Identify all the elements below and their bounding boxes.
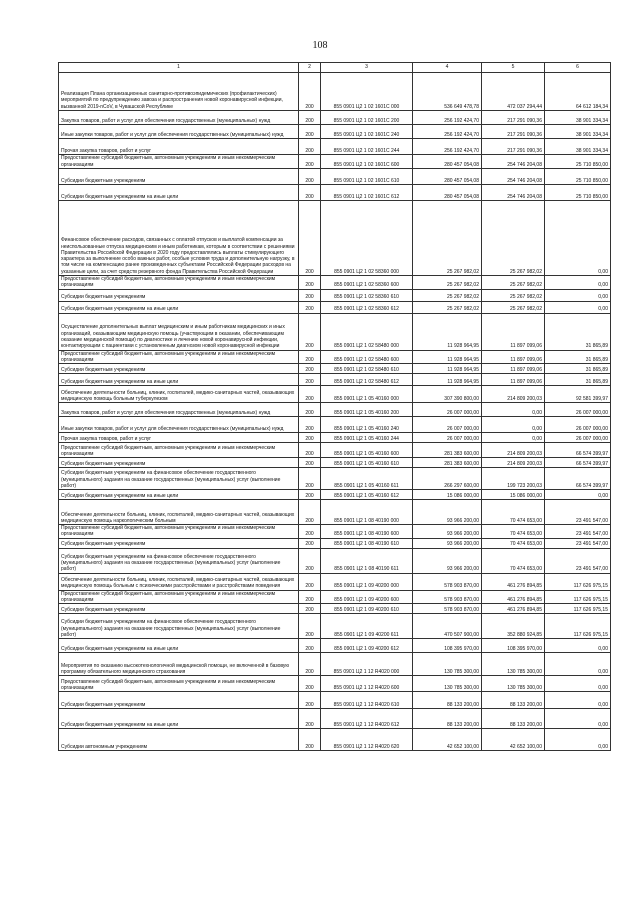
row-executed-amount: 130 785 300,00 <box>482 676 545 692</box>
row-approved-amount: 280 457 054,08 <box>413 155 482 169</box>
row-name: Закупка товаров, работ и услуг для обеспечения государственных (муниципальных) нужд <box>59 111 299 125</box>
row-unexecuted-amount: 0,00 <box>545 289 611 301</box>
row-admin-code: 200 <box>299 125 321 139</box>
row-name: Мероприятия по оказанию высокотехнологичной медицинской помощи, не включенной в базовую программу обязательного медицинского страхования <box>59 653 299 676</box>
row-admin-code: 200 <box>299 573 321 590</box>
row-executed-amount: 15 086 000,00 <box>482 490 545 500</box>
row-executed-amount: 11 897 099,06 <box>482 364 545 374</box>
row-executed-amount: 70 474 653,00 <box>482 548 545 573</box>
row-budget-code: 855 0901 Ц2 1 12 R4020 620 <box>321 729 413 751</box>
row-budget-code: 855 0901 Ц2 1 02 58360 600 <box>321 276 413 290</box>
row-budget-code: 855 0901 Ц2 1 02 1601С 612 <box>321 185 413 201</box>
table-row <box>59 653 611 676</box>
row-budget-code: 855 0901 Ц2 1 09 40200 612 <box>321 639 413 653</box>
row-name: Субсидии бюджетным учреждениям <box>59 169 299 185</box>
column-number: 1 <box>59 63 299 73</box>
row-name: Предоставление субсидий бюджетным, автономным учреждениям и иным некоммерческим организациям <box>59 350 299 364</box>
table-row <box>59 350 611 364</box>
table-row <box>59 573 611 590</box>
row-budget-code: 855 0901 Ц2 1 09 40200 000 <box>321 573 413 590</box>
column-number: 5 <box>482 63 545 73</box>
row-executed-amount: 11 897 099,06 <box>482 350 545 364</box>
table-row <box>59 676 611 692</box>
budget-execution-table <box>58 62 611 751</box>
row-budget-code: 855 0901 Ц2 1 05 40160 000 <box>321 386 413 403</box>
row-executed-amount: 217 291 090,36 <box>482 111 545 125</box>
row-unexecuted-amount: 23 491 547,00 <box>545 548 611 573</box>
row-admin-code: 200 <box>299 301 321 313</box>
row-executed-amount: 11 897 099,06 <box>482 374 545 386</box>
row-name: Субсидии бюджетным учреждениям на иные цели <box>59 709 299 729</box>
row-name: Обеспечение деятельности больниц, клиник, госпиталей, медико-санитарных частей, оказывающих медицинскую помощь наркологическим больным <box>59 500 299 525</box>
row-unexecuted-amount: 66 574 399,97 <box>545 458 611 468</box>
row-approved-amount: 42 652 100,00 <box>413 729 482 751</box>
table-row <box>59 301 611 313</box>
row-name: Субсидии бюджетным учреждениям <box>59 458 299 468</box>
row-approved-amount: 536 649 478,78 <box>413 73 482 111</box>
row-executed-amount: 472 037 294,44 <box>482 73 545 111</box>
row-name: Иные закупки товаров, работ и услуг для обеспечения государственных (муниципальных) нужд <box>59 125 299 139</box>
table-row <box>59 468 611 490</box>
row-budget-code: 855 0901 Ц2 1 12 R4020 612 <box>321 709 413 729</box>
row-executed-amount: 461 276 894,85 <box>482 573 545 590</box>
row-budget-code: 855 0901 Ц2 1 08 40190 611 <box>321 548 413 573</box>
row-admin-code: 200 <box>299 443 321 458</box>
row-admin-code: 200 <box>299 169 321 185</box>
row-name: Субсидии бюджетным учреждениям на иные цели <box>59 185 299 201</box>
row-name: Субсидии автономным учреждениям <box>59 729 299 751</box>
row-approved-amount: 25 267 982,02 <box>413 301 482 313</box>
row-executed-amount: 254 746 204,08 <box>482 169 545 185</box>
row-admin-code: 200 <box>299 433 321 443</box>
table-row <box>59 443 611 458</box>
table-row <box>59 403 611 417</box>
table-body <box>59 63 611 751</box>
table-row <box>59 548 611 573</box>
row-unexecuted-amount: 0,00 <box>545 692 611 709</box>
row-name: Предоставление субсидий бюджетным, автономным учреждениям и иным некоммерческим организациям <box>59 443 299 458</box>
row-budget-code: 855 0901 Ц2 1 02 58480 600 <box>321 350 413 364</box>
table-row <box>59 201 611 276</box>
row-approved-amount: 578 903 870,00 <box>413 573 482 590</box>
table-row <box>59 289 611 301</box>
row-executed-amount: 214 809 200,03 <box>482 443 545 458</box>
row-budget-code: 855 0901 Ц2 1 02 1601С 200 <box>321 111 413 125</box>
row-approved-amount: 578 903 870,00 <box>413 604 482 614</box>
row-name: Обеспечение деятельности больниц, клиник, госпиталей, медико-санитарных частей, оказывающих медицинскую помощь больным туберкулезом <box>59 386 299 403</box>
row-admin-code: 200 <box>299 614 321 639</box>
table-row <box>59 139 611 155</box>
row-unexecuted-amount: 38 901 334,34 <box>545 111 611 125</box>
row-approved-amount: 11 928 964,95 <box>413 364 482 374</box>
row-approved-amount: 26 007 000,00 <box>413 417 482 433</box>
row-admin-code: 200 <box>299 500 321 525</box>
row-name: Субсидии бюджетным учреждениям <box>59 289 299 301</box>
row-executed-amount: 199 723 200,03 <box>482 468 545 490</box>
row-unexecuted-amount: 31 865,89 <box>545 313 611 350</box>
table-row <box>59 709 611 729</box>
table-row <box>59 614 611 639</box>
table-row <box>59 374 611 386</box>
row-admin-code: 200 <box>299 676 321 692</box>
row-executed-amount: 214 809 200,03 <box>482 386 545 403</box>
row-budget-code: 855 0901 Ц2 1 05 40160 610 <box>321 458 413 468</box>
row-approved-amount: 11 928 964,95 <box>413 313 482 350</box>
row-admin-code: 200 <box>299 604 321 614</box>
row-name: Субсидии бюджетным учреждениям на финансовое обеспечение государственного (муниципального) задания на оказание государственных (муниципальных) услуг (выполнение работ) <box>59 468 299 490</box>
row-approved-amount: 307 390 800,00 <box>413 386 482 403</box>
row-admin-code: 200 <box>299 139 321 155</box>
table-row <box>59 155 611 169</box>
table-row <box>59 525 611 539</box>
row-unexecuted-amount: 38 901 334,34 <box>545 139 611 155</box>
row-unexecuted-amount: 23 491 547,00 <box>545 538 611 548</box>
row-name: Предоставление субсидий бюджетным, автономным учреждениям и иным некоммерческим организациям <box>59 525 299 539</box>
row-executed-amount: 88 133 200,00 <box>482 709 545 729</box>
row-unexecuted-amount: 38 901 334,34 <box>545 125 611 139</box>
row-approved-amount: 11 928 964,95 <box>413 374 482 386</box>
row-budget-code: 855 0901 Ц2 1 02 1601С 240 <box>321 125 413 139</box>
row-admin-code: 200 <box>299 374 321 386</box>
row-unexecuted-amount: 117 626 975,15 <box>545 590 611 604</box>
row-admin-code: 200 <box>299 653 321 676</box>
row-unexecuted-amount: 31 865,89 <box>545 364 611 374</box>
page-number: 108 <box>312 40 328 51</box>
table-row <box>59 729 611 751</box>
table-row <box>59 185 611 201</box>
row-admin-code: 200 <box>299 201 321 276</box>
row-unexecuted-amount: 23 491 547,00 <box>545 500 611 525</box>
row-unexecuted-amount: 0,00 <box>545 729 611 751</box>
row-name: Иные закупки товаров, работ и услуг для обеспечения государственных (муниципальных) нужд <box>59 417 299 433</box>
row-admin-code: 200 <box>299 490 321 500</box>
row-approved-amount: 470 507 900,00 <box>413 614 482 639</box>
row-name: Субсидии бюджетным учреждениям <box>59 364 299 374</box>
row-approved-amount: 256 192 424,70 <box>413 125 482 139</box>
row-name: Предоставление субсидий бюджетным, автономным учреждениям и иным некоммерческим организациям <box>59 590 299 604</box>
table-row <box>59 125 611 139</box>
row-admin-code: 200 <box>299 538 321 548</box>
row-name: Субсидии бюджетным учреждениям на иные цели <box>59 301 299 313</box>
row-executed-amount: 25 267 982,02 <box>482 301 545 313</box>
row-unexecuted-amount: 25 710 850,00 <box>545 169 611 185</box>
table-row <box>59 538 611 548</box>
column-number: 3 <box>321 63 413 73</box>
row-executed-amount: 461 276 894,85 <box>482 604 545 614</box>
row-approved-amount: 130 785 300,00 <box>413 676 482 692</box>
row-name: Финансовое обеспечение расходов, связанных с оплатой отпусков и выплатой компенсации за неиспользованные отпуска медицинским и иным работникам, которым в соответствии с решениями Правительства Российской Федерации в 2020 году предоставлялись выплаты стимулирующего характера за выполнение особо важных работ, особые условия труда и дополнительную нагрузку, в том числе на компенсацию ранее произведенных субъектами Российской Федерации расходов на указанные цели, за счет средств резервного фонда Правительства Российской Федерации <box>59 201 299 276</box>
row-approved-amount: 93 966 200,00 <box>413 548 482 573</box>
row-name: Субсидии бюджетным учреждениям <box>59 692 299 709</box>
row-budget-code: 855 0901 Ц2 1 08 40190 000 <box>321 500 413 525</box>
row-approved-amount: 130 785 300,00 <box>413 653 482 676</box>
row-executed-amount: 130 785 300,00 <box>482 653 545 676</box>
row-name: Прочая закупка товаров, работ и услуг <box>59 433 299 443</box>
row-unexecuted-amount: 0,00 <box>545 639 611 653</box>
table-row <box>59 639 611 653</box>
row-admin-code: 200 <box>299 111 321 125</box>
table-row <box>59 433 611 443</box>
row-approved-amount: 93 966 200,00 <box>413 500 482 525</box>
row-unexecuted-amount: 31 865,89 <box>545 350 611 364</box>
row-approved-amount: 11 928 964,95 <box>413 350 482 364</box>
row-approved-amount: 281 383 600,00 <box>413 458 482 468</box>
row-budget-code: 855 0901 Ц2 1 12 R4020 000 <box>321 653 413 676</box>
row-approved-amount: 578 903 870,00 <box>413 590 482 604</box>
row-admin-code: 200 <box>299 639 321 653</box>
row-approved-amount: 15 086 000,00 <box>413 490 482 500</box>
row-budget-code: 855 0901 Ц2 1 02 58480 000 <box>321 313 413 350</box>
row-unexecuted-amount: 25 710 850,00 <box>545 155 611 169</box>
row-approved-amount: 93 966 200,00 <box>413 525 482 539</box>
row-budget-code: 855 0901 Ц2 1 08 40190 610 <box>321 538 413 548</box>
row-budget-code: 855 0901 Ц2 1 05 40160 612 <box>321 490 413 500</box>
row-executed-amount: 254 746 204,08 <box>482 155 545 169</box>
table-row <box>59 313 611 350</box>
row-name: Прочая закупка товаров, работ и услуг <box>59 139 299 155</box>
row-budget-code: 855 0901 Ц2 1 09 40200 600 <box>321 590 413 604</box>
row-name: Субсидии бюджетным учреждениям на иные цели <box>59 374 299 386</box>
row-executed-amount: 108 395 970,00 <box>482 639 545 653</box>
row-executed-amount: 70 474 653,00 <box>482 538 545 548</box>
row-unexecuted-amount: 66 574 399,97 <box>545 468 611 490</box>
row-executed-amount: 0,00 <box>482 417 545 433</box>
column-number: 2 <box>299 63 321 73</box>
table-row <box>59 73 611 111</box>
row-approved-amount: 25 267 982,02 <box>413 201 482 276</box>
table-row <box>59 111 611 125</box>
row-unexecuted-amount: 117 626 975,15 <box>545 573 611 590</box>
row-admin-code: 200 <box>299 185 321 201</box>
row-unexecuted-amount: 0,00 <box>545 490 611 500</box>
row-admin-code: 200 <box>299 289 321 301</box>
row-admin-code: 200 <box>299 155 321 169</box>
table-row <box>59 590 611 604</box>
table-row <box>59 500 611 525</box>
table-row <box>59 692 611 709</box>
row-approved-amount: 88 133 200,00 <box>413 692 482 709</box>
row-approved-amount: 88 133 200,00 <box>413 709 482 729</box>
row-executed-amount: 70 474 653,00 <box>482 500 545 525</box>
row-admin-code: 200 <box>299 548 321 573</box>
row-unexecuted-amount: 26 007 000,00 <box>545 433 611 443</box>
row-approved-amount: 26 007 000,00 <box>413 403 482 417</box>
row-admin-code: 200 <box>299 386 321 403</box>
row-budget-code: 855 0901 Ц2 1 02 1601С 610 <box>321 169 413 185</box>
table-row <box>59 417 611 433</box>
row-unexecuted-amount: 92 581 399,97 <box>545 386 611 403</box>
row-name: Реализация Плана организационных санитарно-противоэпидемических (профилактических) мероприятий по предупреждению завоза и распространения новой коронавирусной инфекции, вызванной 2019-nCoV, в Чувашской Республике <box>59 73 299 111</box>
row-approved-amount: 256 192 424,70 <box>413 139 482 155</box>
row-unexecuted-amount: 0,00 <box>545 676 611 692</box>
row-budget-code: 855 0901 Ц2 1 02 1601С 600 <box>321 155 413 169</box>
row-name: Субсидии бюджетным учреждениям <box>59 538 299 548</box>
row-unexecuted-amount: 25 710 850,00 <box>545 185 611 201</box>
column-numbers-row <box>59 63 611 73</box>
row-admin-code: 200 <box>299 590 321 604</box>
row-name: Субсидии бюджетным учреждениям на финансовое обеспечение государственного (муниципального) задания на оказание государственных (муниципальных) услуг (выполнение работ) <box>59 548 299 573</box>
row-executed-amount: 88 133 200,00 <box>482 692 545 709</box>
row-unexecuted-amount: 117 626 975,15 <box>545 614 611 639</box>
row-unexecuted-amount: 26 007 000,00 <box>545 417 611 433</box>
row-unexecuted-amount: 0,00 <box>545 201 611 276</box>
row-budget-code: 855 0901 Ц2 1 09 40200 610 <box>321 604 413 614</box>
column-number: 6 <box>545 63 611 73</box>
row-approved-amount: 93 966 200,00 <box>413 538 482 548</box>
row-admin-code: 200 <box>299 417 321 433</box>
row-approved-amount: 266 297 600,00 <box>413 468 482 490</box>
column-number: 4 <box>413 63 482 73</box>
table-row <box>59 458 611 468</box>
row-approved-amount: 26 007 000,00 <box>413 433 482 443</box>
row-unexecuted-amount: 31 865,89 <box>545 374 611 386</box>
table-row <box>59 604 611 614</box>
row-unexecuted-amount: 64 612 184,34 <box>545 73 611 111</box>
row-name: Субсидии бюджетным учреждениям <box>59 604 299 614</box>
row-name: Обеспечение деятельности больниц, клиник, госпиталей, медико-санитарных частей, оказывающих медицинскую помощь больным с психическими расстройствами и расстройствами поведения <box>59 573 299 590</box>
row-budget-code: 855 0901 Ц2 1 05 40160 244 <box>321 433 413 443</box>
row-executed-amount: 0,00 <box>482 433 545 443</box>
row-executed-amount: 217 291 090,36 <box>482 139 545 155</box>
row-admin-code: 200 <box>299 73 321 111</box>
row-unexecuted-amount: 26 007 000,00 <box>545 403 611 417</box>
row-executed-amount: 11 897 099,06 <box>482 313 545 350</box>
row-budget-code: 855 0901 Ц2 1 02 58360 610 <box>321 289 413 301</box>
table-row <box>59 169 611 185</box>
row-name: Субсидии бюджетным учреждениям на иные цели <box>59 490 299 500</box>
row-budget-code: 855 0901 Ц2 1 05 40160 240 <box>321 417 413 433</box>
row-budget-code: 855 0901 Ц2 1 02 58480 610 <box>321 364 413 374</box>
row-approved-amount: 108 395 970,00 <box>413 639 482 653</box>
row-admin-code: 200 <box>299 468 321 490</box>
row-name: Закупка товаров, работ и услуг для обеспечения государственных (муниципальных) нужд <box>59 403 299 417</box>
row-name: Предоставление субсидий бюджетным, автономным учреждениям и иным некоммерческим организациям <box>59 276 299 290</box>
row-budget-code: 855 0901 Ц2 1 05 40160 611 <box>321 468 413 490</box>
row-unexecuted-amount: 0,00 <box>545 653 611 676</box>
table-row <box>59 364 611 374</box>
row-budget-code: 855 0901 Ц2 1 09 40200 611 <box>321 614 413 639</box>
row-name: Субсидии бюджетным учреждениям на финансовое обеспечение государственного (муниципального) задания на оказание государственных (муниципальных) услуг (выполнение работ) <box>59 614 299 639</box>
row-executed-amount: 352 880 924,85 <box>482 614 545 639</box>
row-admin-code: 200 <box>299 364 321 374</box>
row-admin-code: 200 <box>299 525 321 539</box>
table-row <box>59 490 611 500</box>
row-executed-amount: 254 746 204,08 <box>482 185 545 201</box>
row-budget-code: 855 0901 Ц2 1 05 40160 600 <box>321 443 413 458</box>
row-admin-code: 200 <box>299 729 321 751</box>
row-executed-amount: 70 474 653,00 <box>482 525 545 539</box>
row-unexecuted-amount: 117 626 975,15 <box>545 604 611 614</box>
row-budget-code: 855 0901 Ц2 1 12 R4020 610 <box>321 692 413 709</box>
row-unexecuted-amount: 66 574 399,97 <box>545 443 611 458</box>
row-budget-code: 855 0901 Ц2 1 08 40190 600 <box>321 525 413 539</box>
row-approved-amount: 280 457 054,08 <box>413 169 482 185</box>
row-executed-amount: 0,00 <box>482 403 545 417</box>
row-name: Предоставление субсидий бюджетным, автономным учреждениям и иным некоммерческим организациям <box>59 155 299 169</box>
row-approved-amount: 256 192 424,70 <box>413 111 482 125</box>
row-budget-code: 855 0901 Ц2 1 02 58360 000 <box>321 201 413 276</box>
row-admin-code: 200 <box>299 350 321 364</box>
row-executed-amount: 25 267 982,02 <box>482 289 545 301</box>
row-approved-amount: 25 267 982,02 <box>413 276 482 290</box>
row-admin-code: 200 <box>299 403 321 417</box>
row-admin-code: 200 <box>299 692 321 709</box>
row-budget-code: 855 0901 Ц2 1 02 58360 612 <box>321 301 413 313</box>
row-budget-code: 855 0901 Ц2 1 02 1601С 244 <box>321 139 413 155</box>
row-executed-amount: 25 267 982,02 <box>482 201 545 276</box>
row-unexecuted-amount: 0,00 <box>545 709 611 729</box>
row-unexecuted-amount: 0,00 <box>545 276 611 290</box>
row-budget-code: 855 0901 Ц2 1 05 40160 200 <box>321 403 413 417</box>
row-executed-amount: 214 809 200,03 <box>482 458 545 468</box>
row-executed-amount: 42 652 100,00 <box>482 729 545 751</box>
row-executed-amount: 25 267 982,02 <box>482 276 545 290</box>
row-approved-amount: 281 383 600,00 <box>413 443 482 458</box>
row-unexecuted-amount: 0,00 <box>545 301 611 313</box>
row-budget-code: 855 0901 Ц2 1 02 58480 612 <box>321 374 413 386</box>
row-unexecuted-amount: 23 491 547,00 <box>545 525 611 539</box>
row-approved-amount: 25 267 982,02 <box>413 289 482 301</box>
row-budget-code: 855 0901 Ц2 1 12 R4020 600 <box>321 676 413 692</box>
row-admin-code: 200 <box>299 458 321 468</box>
row-name: Осуществление дополнительных выплат медицинским и иным работникам медицинских и иных организаций, оказывающим медицинскую помощь (участвующим в оказании, обеспечивающим оказание медицинской помощи) по диагностике и лечению новой коронавирусной инфекции, контактирующим с пациентами с установленным диагнозом новой коронавирусной инфекции <box>59 313 299 350</box>
row-executed-amount: 461 276 894,85 <box>482 590 545 604</box>
table-row <box>59 276 611 290</box>
table-row <box>59 386 611 403</box>
row-name: Субсидии бюджетным учреждениям на иные цели <box>59 639 299 653</box>
row-admin-code: 200 <box>299 709 321 729</box>
row-admin-code: 200 <box>299 276 321 290</box>
row-budget-code: 855 0901 Ц2 1 02 1601С 000 <box>321 73 413 111</box>
row-executed-amount: 217 291 090,36 <box>482 125 545 139</box>
row-admin-code: 200 <box>299 313 321 350</box>
row-name: Предоставление субсидий бюджетным, автономным учреждениям и иным некоммерческим организациям <box>59 676 299 692</box>
row-approved-amount: 280 457 054,08 <box>413 185 482 201</box>
